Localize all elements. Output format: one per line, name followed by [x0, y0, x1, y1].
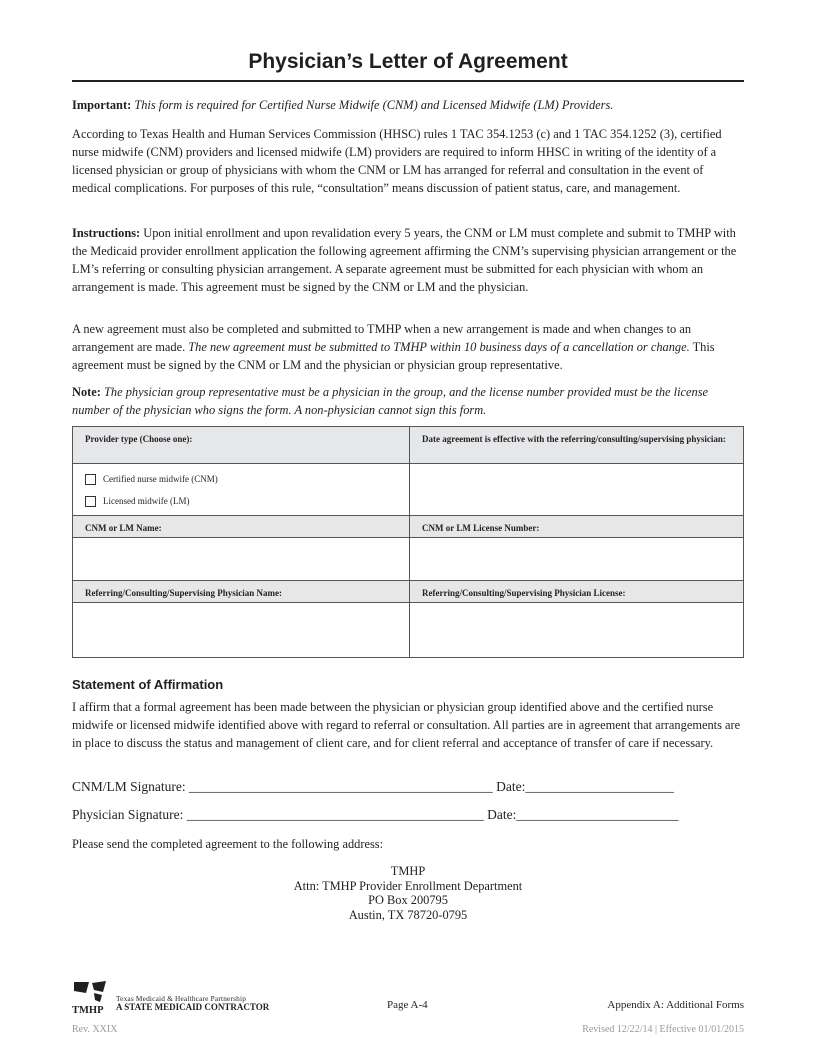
address-line-1: TMHP [390, 864, 426, 878]
license-label: CNM or LM License Number: [410, 516, 744, 538]
note-label: Note: [72, 385, 101, 399]
date-effective-field[interactable] [410, 464, 744, 516]
page-number: Page A-4 [387, 999, 428, 1011]
send-to-text: Please send the completed agreement to the following address: [72, 837, 384, 851]
address-line-3: PO Box 200795 [368, 893, 448, 907]
tmhp-logo-icon [72, 980, 112, 1014]
new-agreement-text-1: A new agreement must also be completed and submitted to TMHP when a new arrangement is made and when changes to an arrangement are made. [72, 322, 692, 354]
important-paragraph [72, 96, 744, 114]
mailing-address [72, 864, 744, 922]
address-line-2: Attn: TMHP Provider Enrollment Department [293, 878, 523, 893]
instructions-paragraph [72, 224, 744, 296]
name-label: CNM or LM Name: [73, 516, 410, 538]
new-agreement-text-3: This agreement must be signed by the CNM or LM and the physician or physician group representative. [72, 340, 715, 372]
tmhp-logo [72, 980, 112, 1014]
appendix-label: Appendix A: Additional Forms [607, 999, 744, 1011]
org-name: Texas Medicaid & Healthcare Partnership [116, 994, 247, 1003]
physician-name-field[interactable] [73, 603, 410, 658]
revision-number: Rev. XXIX [72, 1024, 118, 1035]
instructions-label: Instructions: [72, 226, 141, 240]
cnm-signature-line[interactable]: CNM/LM Signature: _____________________________________________ Date:______________________ [72, 779, 674, 794]
physician-license-label: Referring/Consulting/Supervising Physician License: [410, 581, 744, 603]
provider-type-options [73, 464, 410, 516]
new-agreement-text-2: The new agreement must be submitted to TMHP within 10 business days of a cancellation or change. [188, 340, 690, 354]
provider-type-label: Provider type (Choose one): [73, 427, 410, 464]
intro-paragraph: According to Texas Health and Human Services Commission (HHSC) rules 1 TAC 354.1253 (c) and 1 TAC 354.1252 (3), certified nurse midwife (CNM) providers and licensed midwife (LM) providers are required to inform HHSC in writing of the identity of a licensed physician or group of physicians with whom the CNM or LM has arranged for referral and consultation in the event of medical complications. For purposes of this rule, “consultation” means discussion of patient status, care, and management. [72, 127, 722, 195]
revised-dates: Revised 12/22/14 | Effective 01/01/2015 [582, 1024, 744, 1035]
cnm-label: Certified nurse midwife (CNM) [103, 474, 218, 484]
page-footer [72, 980, 744, 1040]
affirmation-heading: Statement of Affirmation [72, 677, 224, 692]
important-text: This form is required for Certified Nurse Midwife (CNM) and Licensed Midwife (LM) Providers. [134, 98, 614, 112]
lm-label: Licensed midwife (LM) [103, 496, 190, 506]
physician-license-field[interactable] [410, 603, 744, 658]
option-cnm[interactable] [85, 468, 397, 490]
license-field[interactable] [410, 538, 744, 581]
org-subtitle: A STATE MEDICAID CONTRACTOR [116, 1002, 270, 1012]
provider-form-table [72, 426, 744, 658]
note-paragraph [72, 383, 744, 419]
instructions-text: Upon initial enrollment and upon revalidation every 5 years, the CNM or LM must complete and submit to TMHP with the Medicaid provider enrollment application the following agreement affirming the CNM’s supervising physician arrangement or the LM’s referring or consulting physician arrangement. A separate agreement must be submitted for each physician with whom an arrangement is made. This agreement must be signed by the CNM or LM and the physician. [72, 226, 737, 294]
physician-name-label: Referring/Consulting/Supervising Physician Name: [73, 581, 410, 603]
new-agreement-paragraph [72, 320, 744, 374]
lm-checkbox[interactable] [85, 496, 96, 507]
name-field[interactable] [73, 538, 410, 581]
cnm-checkbox[interactable] [85, 474, 96, 485]
option-lm[interactable] [85, 490, 397, 512]
logo-text: TMHP [72, 1005, 104, 1014]
date-effective-label: Date agreement is effective with the referring/consulting/supervising physician: [410, 427, 744, 464]
affirmation-text: I affirm that a formal agreement has been made between the physician or physician group identified above and the certified nurse midwife or licensed midwife identified above with regard to referral or consultation. All parties are in agreement that arrangements are in place to discuss the status and management of client care, and for client referral and acceptance of transfer of care if necessary. [72, 700, 741, 750]
page-title: Physician’s Letter of Agreement [248, 50, 568, 73]
important-label: Important: [72, 98, 132, 112]
note-text: The physician group representative must be a physician in the group, and the license number provided must be the license number of the physician who signs the form. A non-physician cannot sign this form. [72, 385, 709, 417]
title-divider [72, 80, 744, 82]
physician-signature-line[interactable]: Physician Signature: ____________________________________________ Date:________________________ [72, 807, 679, 822]
address-line-4: Austin, TX 78720-0795 [348, 907, 468, 922]
